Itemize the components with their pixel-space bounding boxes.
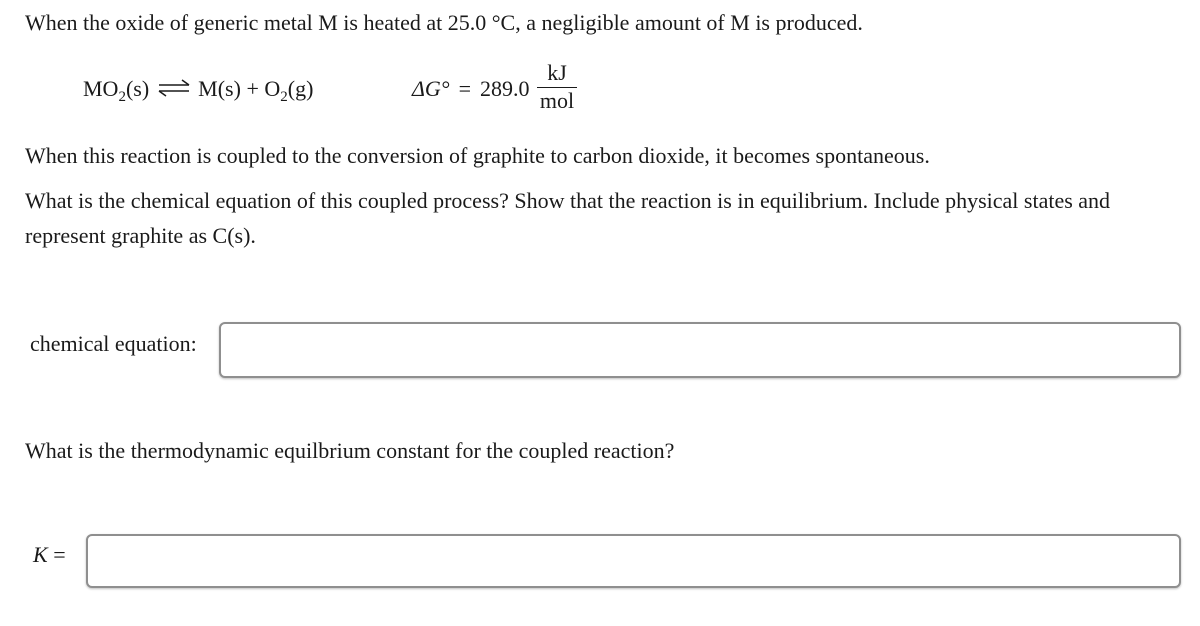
reactant-subscript: 2 <box>118 89 126 105</box>
equilibrium-arrow-icon <box>157 79 191 97</box>
chemical-equation-input[interactable] <box>219 322 1181 378</box>
unit-denominator: mol <box>539 88 575 113</box>
chemical-equation-label: chemical equation: <box>30 331 197 356</box>
k-symbol: K <box>33 542 48 567</box>
delta-g-label: ΔG° <box>412 76 450 101</box>
equilibrium-constant-input[interactable] <box>86 534 1181 588</box>
reaction-formula <box>83 76 314 105</box>
coupled-text: When this reaction is coupled to the conversion of graphite to carbon dioxide, it becomes spontaneous. <box>25 143 930 168</box>
unit-numerator: kJ <box>547 60 567 85</box>
reactant-state: (s) <box>125 76 150 101</box>
reaction-equation <box>0 60 1200 124</box>
delta-g-value: 289.0 <box>480 76 530 101</box>
reactant-formula: MO <box>83 76 119 101</box>
k-label <box>33 542 66 568</box>
question-chemical-equation: What is the chemical equation of this coupled process? Show that the reaction is in equilibrium. Include physical states and represent graphite as C(s). <box>25 188 1111 248</box>
delta-g-expression <box>412 76 530 102</box>
question-equilibrium-constant: What is the thermodynamic equilbrium constant for the coupled reaction? <box>25 438 675 463</box>
product-subscript: 2 <box>280 89 288 105</box>
intro-text: When the oxide of generic metal M is heated at 25.0 °C, a negligible amount of M is produced. <box>25 10 863 35</box>
product-state: (g) <box>287 76 314 101</box>
delta-g-equals: = <box>458 76 472 101</box>
unit-fraction <box>537 61 577 114</box>
product-text: M(s) + O <box>198 76 281 101</box>
k-equals: = <box>53 542 66 567</box>
